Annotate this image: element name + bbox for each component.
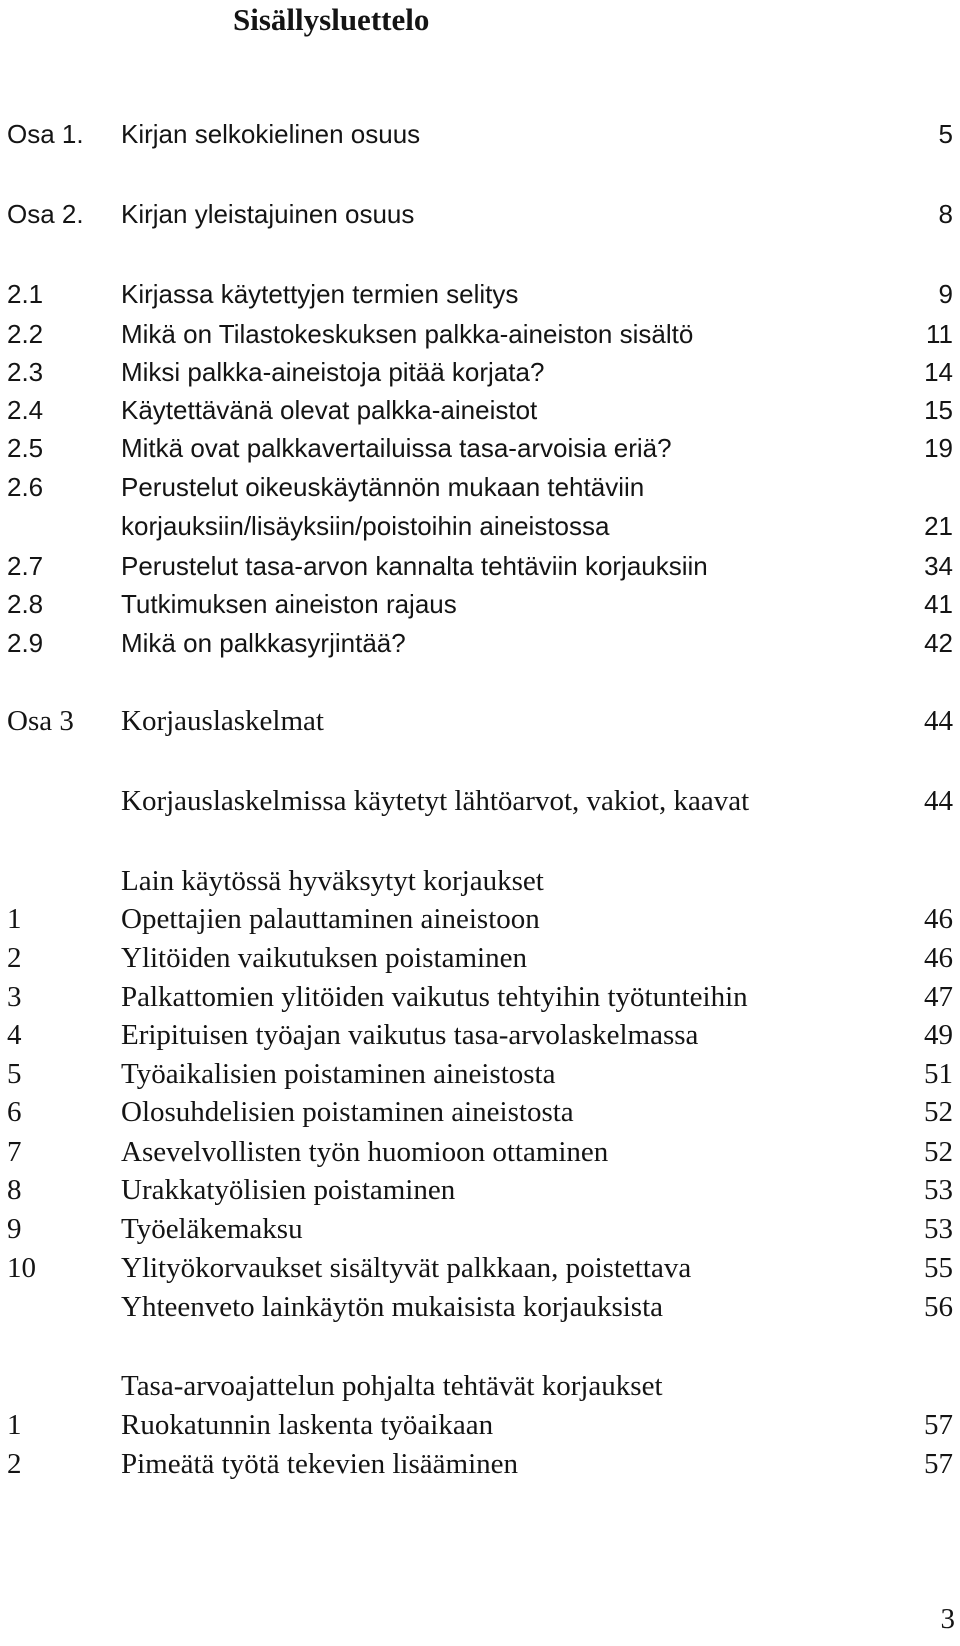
toc-entry-title: Käytettävänä olevat palkka-aineistot (121, 395, 538, 425)
toc-entry (0, 353, 960, 391)
toc-entry-page: 9 (938, 279, 953, 309)
toc-entry (0, 782, 960, 820)
toc-entry-page: 14 (924, 357, 953, 387)
toc-entry-number: 1 (7, 903, 22, 935)
toc-entry-page: 34 (924, 551, 953, 581)
toc-entry-number: 2.1 (7, 279, 44, 309)
toc-entry (0, 429, 960, 467)
toc-entry-page: 11 (926, 319, 953, 349)
toc-entry (0, 1016, 960, 1054)
toc-entry-number: Osa 3 (7, 705, 74, 737)
toc-entry-title: Tasa-arvoajattelun pohjalta tehtävät korjaukset (121, 1370, 663, 1402)
toc-entry (0, 624, 960, 662)
toc-entry-title: Urakkatyölisien poistaminen (121, 1174, 456, 1206)
toc-entry-title: Miksi palkka-aineistoja pitää korjata? (121, 357, 545, 387)
toc-entry-page: 53 (924, 1174, 953, 1206)
toc-entry-page: 8 (938, 199, 953, 229)
toc-entry-number: 2.5 (7, 433, 44, 463)
toc-entry (0, 1171, 960, 1209)
toc-entry-number: 2.6 (7, 472, 44, 502)
toc-entry-page: 44 (924, 785, 953, 817)
toc-entry-number: 2.3 (7, 357, 44, 387)
toc-entry-page: 44 (924, 705, 953, 737)
toc-entry-title: Ylityökorvaukset sisältyvät palkkaan, poistettava (121, 1252, 692, 1284)
toc-entry (0, 547, 960, 585)
toc-entry-title: Olosuhdelisien poistaminen aineistosta (121, 1096, 574, 1128)
toc-entry (0, 275, 960, 313)
toc-entry-page: 47 (924, 981, 953, 1013)
toc-entry (0, 1288, 960, 1326)
toc-entry-number: 9 (7, 1213, 22, 1245)
toc-entry-number: 3 (7, 981, 22, 1013)
toc-entry-title: Kirjassa käytettyjen termien selitys (121, 279, 519, 309)
toc-entry (0, 1210, 960, 1248)
toc-entry-title: Korjauslaskelmat (121, 705, 324, 737)
toc-entry-page: 5 (938, 119, 953, 149)
toc-entry-number: 2.9 (7, 628, 44, 658)
toc-entry-page: 19 (924, 433, 953, 463)
toc-entry-page: 52 (924, 1096, 953, 1128)
toc-entry-title: Yhteenveto lainkäytön mukaisista korjauksista (121, 1291, 664, 1323)
toc-entry (0, 468, 960, 506)
toc-entry-page: 52 (924, 1136, 953, 1168)
page-title: Sisällysluettelo (233, 2, 430, 37)
toc-entry-page: 46 (924, 903, 953, 935)
toc-entry (0, 195, 960, 233)
toc-entry (0, 585, 960, 623)
toc-entry-title: Mikä on palkkasyrjintää? (121, 628, 406, 658)
toc-entry-title: Mikä on Tilastokeskuksen palkka-aineiston sisältö (121, 319, 694, 349)
toc-entry-number: 4 (7, 1019, 22, 1051)
toc-entry-title: Korjauslaskelmissa käytetyt lähtöarvot, vakiot, kaavat (121, 785, 750, 817)
toc-entry (0, 1367, 960, 1405)
toc-entry (0, 115, 960, 153)
toc-entry-page: 53 (924, 1213, 953, 1245)
toc-entry-number: Osa 2. (7, 199, 84, 229)
toc-entry (0, 1055, 960, 1093)
toc-entry-title: Palkattomien ylitöiden vaikutus tehtyihin työtunteihin (121, 981, 748, 1013)
toc-entry (0, 1093, 960, 1131)
toc-entry-page: 46 (924, 942, 953, 974)
toc-entry-number: Osa 1. (7, 119, 84, 149)
toc-entry-title: Perustelut oikeuskäytännön mukaan tehtäviin (121, 472, 645, 502)
toc-entry-title: Ruokatunnin laskenta työaikaan (121, 1409, 494, 1441)
toc-entry-title: Ylitöiden vaikutuksen poistaminen (121, 942, 527, 974)
toc-entry-title: Lain käytössä hyväksytyt korjaukset (121, 865, 544, 897)
toc-entry-number: 2.2 (7, 319, 44, 349)
toc-entry-number: 2.7 (7, 551, 44, 581)
toc-entry-title: Kirjan yleistajuinen osuus (121, 199, 415, 229)
toc-entry-title: korjauksiin/lisäyksiin/poistoihin aineistossa (121, 511, 610, 541)
toc-entry (0, 1133, 960, 1171)
toc-entry-title: Työeläkemaksu (121, 1213, 303, 1245)
toc-entry-number: 8 (7, 1174, 22, 1206)
toc-entry-page: 57 (924, 1409, 953, 1441)
toc-entry-title: Mitkä ovat palkkavertailuissa tasa-arvoisia eriä? (121, 433, 672, 463)
toc-entry (0, 939, 960, 977)
toc-entry (0, 978, 960, 1016)
toc-entry (0, 391, 960, 429)
toc-entry (0, 702, 960, 740)
toc-entry-number: 2.4 (7, 395, 44, 425)
toc-entry-number: 2 (7, 942, 22, 974)
toc-entry-number: 5 (7, 1058, 22, 1090)
toc-entry-number: 6 (7, 1096, 22, 1128)
toc-entry-title: Työaikalisien poistaminen aineistosta (121, 1058, 556, 1090)
toc-entry (0, 1249, 960, 1287)
toc-entry-number: 10 (7, 1252, 36, 1284)
toc-entry-title: Kirjan selkokielinen osuus (121, 119, 421, 149)
toc-entry-title: Asevelvollisten työn huomioon ottaminen (121, 1136, 609, 1168)
toc-entry-number: 2.8 (7, 589, 44, 619)
toc-entry-page: 56 (924, 1291, 953, 1323)
toc-entry-title: Perustelut tasa-arvon kannalta tehtäviin korjauksiin (121, 551, 708, 581)
toc-entry-page: 42 (924, 628, 953, 658)
toc-entry (0, 315, 960, 353)
toc-entry (0, 1406, 960, 1444)
toc-entry (0, 1445, 960, 1483)
toc-entry-title: Pimeätä työtä tekevien lisääminen (121, 1448, 519, 1480)
toc-entry-page: 51 (924, 1058, 953, 1090)
toc-entry-title: Opettajien palauttaminen aineistoon (121, 903, 540, 935)
toc-entry (0, 900, 960, 938)
toc-entry (0, 507, 960, 545)
toc-entry-number: 7 (7, 1136, 22, 1168)
toc-entry-number: 2 (7, 1448, 22, 1480)
toc-entry-title: Eripituisen työajan vaikutus tasa-arvolaskelmassa (121, 1019, 699, 1051)
toc-entry-page: 21 (924, 511, 953, 541)
toc-entry-page: 49 (924, 1019, 953, 1051)
toc-entry-number: 1 (7, 1409, 22, 1441)
toc-entry-title: Tutkimuksen aineiston rajaus (121, 589, 457, 619)
toc-entry-page: 55 (924, 1252, 953, 1284)
toc-entry (0, 862, 960, 900)
toc-entry-page: 57 (924, 1448, 953, 1480)
footer-page-number: 3 (940, 1603, 955, 1635)
toc-entry-page: 15 (924, 395, 953, 425)
toc-entry-page: 41 (924, 589, 953, 619)
